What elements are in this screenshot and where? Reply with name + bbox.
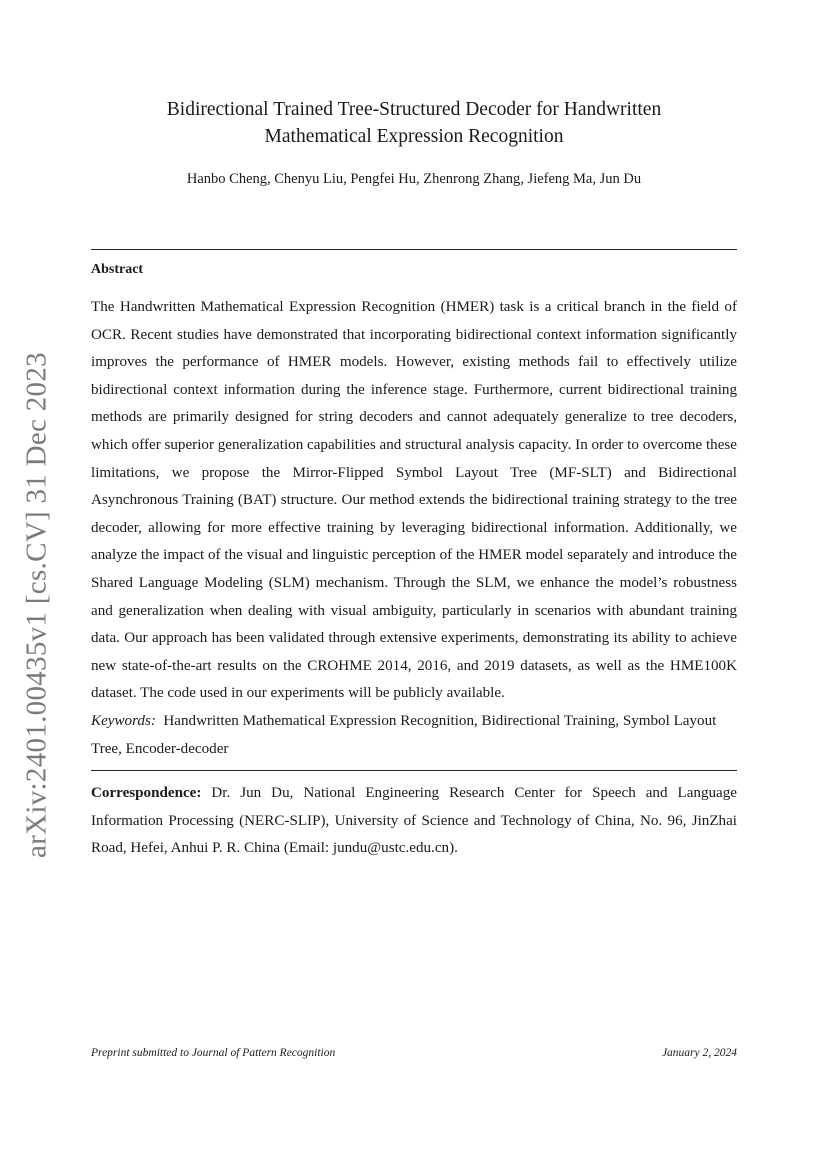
- correspondence-divider: [91, 770, 737, 771]
- abstract-heading: Abstract: [91, 262, 144, 277]
- keywords-section: [91, 708, 737, 763]
- keywords-label: Keywords:: [91, 713, 156, 729]
- footer-preprint-note: Preprint submitted to Journal of Pattern Recognition: [91, 1047, 336, 1059]
- footer-date: January 2, 2024: [661, 1047, 737, 1059]
- keywords-text: Handwritten Mathematical Expression Recognition, Bidirectional Training, Symbol Layout Tree, Encoder-decoder: [91, 713, 717, 757]
- arxiv-identifier-stamp: arXiv:2401.00435v1 [cs.CV] 31 Dec 2023: [20, 352, 53, 858]
- abstract-body: The Handwritten Mathematical Expression Recognition (HMER) task is a critical branch in the field of OCR. Recent studies have demonstrated that incorporating bidirectional context information significantly improves the performance of HMER models. However, existing methods fail to effectively utilize bidirectional context information during the inference stage. Furthermore, current bidirectional training methods are primarily designed for string decoders and cannot adequately generalize to tree decoders, which offer superior generalization capabilities and structural analysis capacity. In order to overcome these limitations, we propose the Mirror-Flipped Symbol Layout Tree (MF-SLT) and Bidirectional Asynchronous Training (BAT) structure. Our method extends the bidirectional training strategy to the tree decoder, allowing for more effective training by leveraging bidirectional information. Additionally, we analyze the impact of the visual and linguistic perception of the HMER model separately and introduce the Shared Language Modeling (SLM) mechanism. Through the SLM, we enhance the model’s robustness and generalization when dealing with visual ambiguity, particularly in scenarios with abundant training data. Our approach has been validated through extensive experiments, demonstrating its ability to achieve new state-of-the-art results on the CROHME 2014, 2016, and 2019 datasets, as well as the HME100K dataset. The code used in our experiments will be publicly available.: [91, 299, 737, 702]
- paper-title: [0, 96, 828, 150]
- paper-title-line-2: Mathematical Expression Recognition: [264, 126, 564, 147]
- top-divider: [91, 249, 737, 250]
- correspondence-section: [91, 780, 737, 863]
- paper-title-line-1: Bidirectional Trained Tree-Structured Decoder for Handwritten: [166, 99, 662, 120]
- correspondence-label: Correspondence:: [91, 785, 202, 801]
- author-list: Hanbo Cheng, Chenyu Liu, Pengfei Hu, Zhenrong Zhang, Jiefeng Ma, Jun Du: [186, 171, 642, 187]
- correspondence-text: Dr. Jun Du, National Engineering Research Center for Speech and Language Information Processing (NERC-SLIP), University of Science and Technology of China, No. 96, JinZhai Road, Hefei, Anhui P. R. China (Email: jundu@ustc.edu.cn).: [91, 785, 737, 857]
